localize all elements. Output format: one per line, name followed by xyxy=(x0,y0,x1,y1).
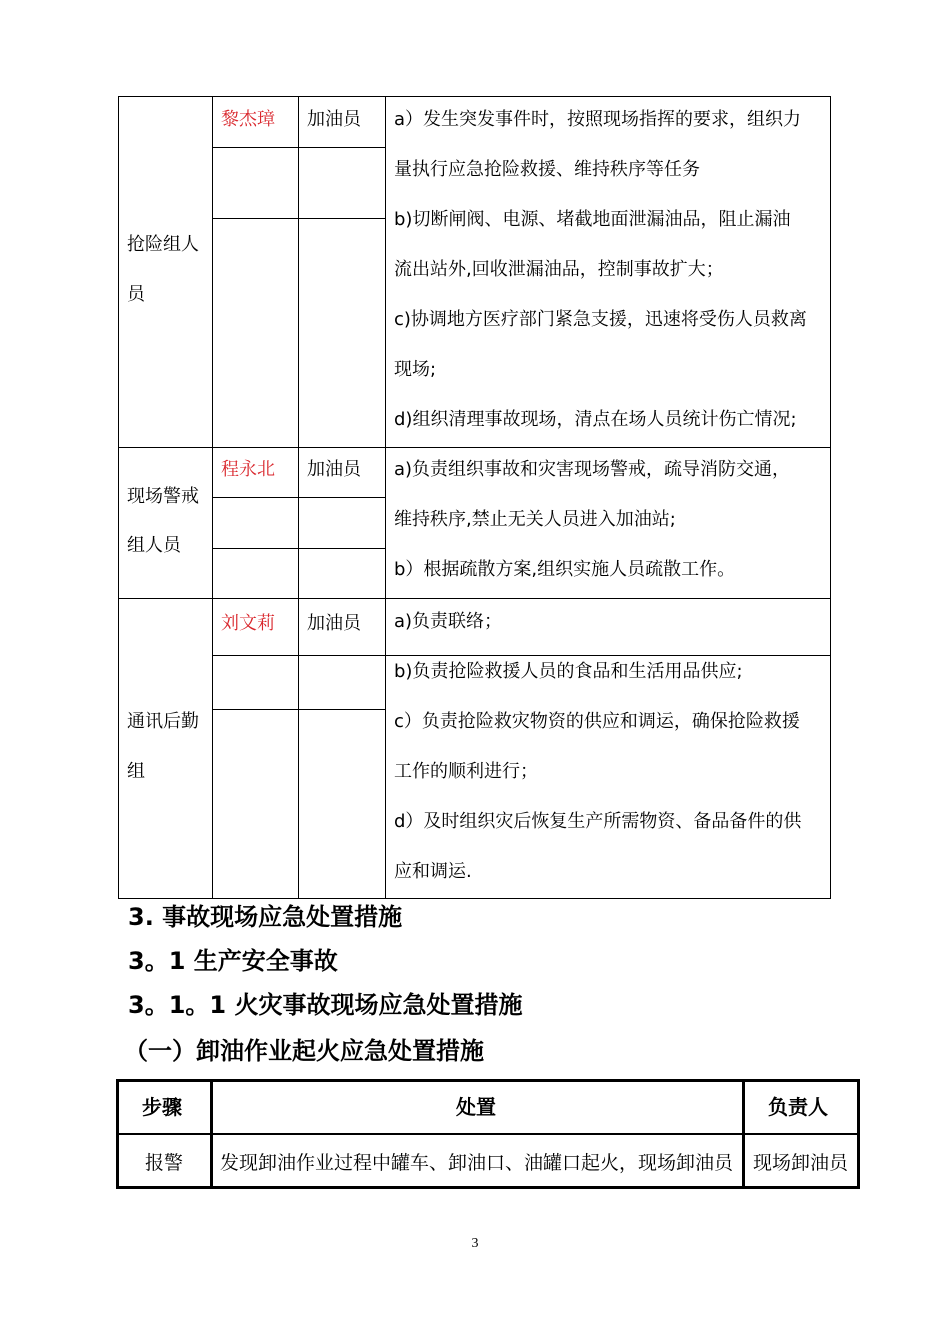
member-role: 加油员 xyxy=(307,109,361,130)
group-label: 组人员 xyxy=(127,535,181,556)
group-label: 通讯后勤 xyxy=(127,711,199,732)
table-header-action: 处置 xyxy=(456,1095,496,1119)
duty-line: b）根据疏散方案,组织实施人员疏散工作。 xyxy=(394,559,736,580)
duty-line: b)负责抢险救援人员的食品和生活用品供应; xyxy=(394,661,743,682)
duty-line: 工作的顺利进行； xyxy=(394,761,538,782)
section-heading: （一）卸油作业起火应急处置措施 xyxy=(124,1037,484,1065)
section-heading: 3. 事故现场应急处置措施 xyxy=(128,903,403,931)
duty-line: d)组织清理事故现场，清点在场人员统计伤亡情况; xyxy=(394,409,797,430)
duty-line: 现场; xyxy=(394,359,437,380)
member-role: 加油员 xyxy=(307,459,361,480)
duty-line: c）负责抢险救灾物资的供应和调运，确保抢险救援 xyxy=(394,711,800,732)
duty-line: 流出站外,回收泄漏油品，控制事故扩大； xyxy=(394,259,724,280)
member-name: 刘文莉 xyxy=(221,613,275,634)
group-label: 组 xyxy=(127,761,145,782)
duty-line: 维持秩序,禁止无关人员进入加油站; xyxy=(394,509,676,530)
duty-line: 量执行应急抢险救援、维持秩序等任务 xyxy=(394,159,700,180)
table-cell-owner: 现场卸油员 xyxy=(753,1152,849,1174)
duty-line: c)协调地方医疗部门紧急支援，迅速将受伤人员救离 xyxy=(394,309,807,330)
group-label: 抢险组人 xyxy=(127,234,199,255)
duty-line: a）发生突发事件时，按照现场指挥的要求，组织力 xyxy=(394,109,802,130)
table-cell-step: 报警 xyxy=(145,1152,184,1174)
page-number: 3 xyxy=(471,1236,479,1251)
table-cell-action: 发现卸油作业过程中罐车、卸油口、油罐口起火，现场卸油员 xyxy=(220,1152,734,1174)
duty-line: a)负责联络； xyxy=(394,611,503,632)
duty-line: d）及时组织灾后恢复生产所需物资、备品备件的供 xyxy=(394,811,802,832)
member-name: 黎杰璋 xyxy=(221,109,275,130)
table-header-step: 步骤 xyxy=(142,1095,182,1119)
section-heading: 3。1 生产安全事故 xyxy=(128,947,338,975)
table-header-owner: 负责人 xyxy=(768,1095,828,1119)
duty-line: a)负责组织事故和灾害现场警戒，疏导消防交通， xyxy=(394,459,791,480)
group-label: 现场警戒 xyxy=(127,486,199,507)
group-label: 员 xyxy=(127,284,145,305)
member-role: 加油员 xyxy=(307,613,361,634)
section-heading: 3。1。1 火灾事故现场应急处置措施 xyxy=(128,991,523,1019)
duty-line: 应和调运. xyxy=(394,861,472,882)
member-name: 程永北 xyxy=(221,459,275,480)
duty-line: b)切断闸阀、电源、堵截地面泄漏油品，阻止漏油 xyxy=(394,209,791,230)
